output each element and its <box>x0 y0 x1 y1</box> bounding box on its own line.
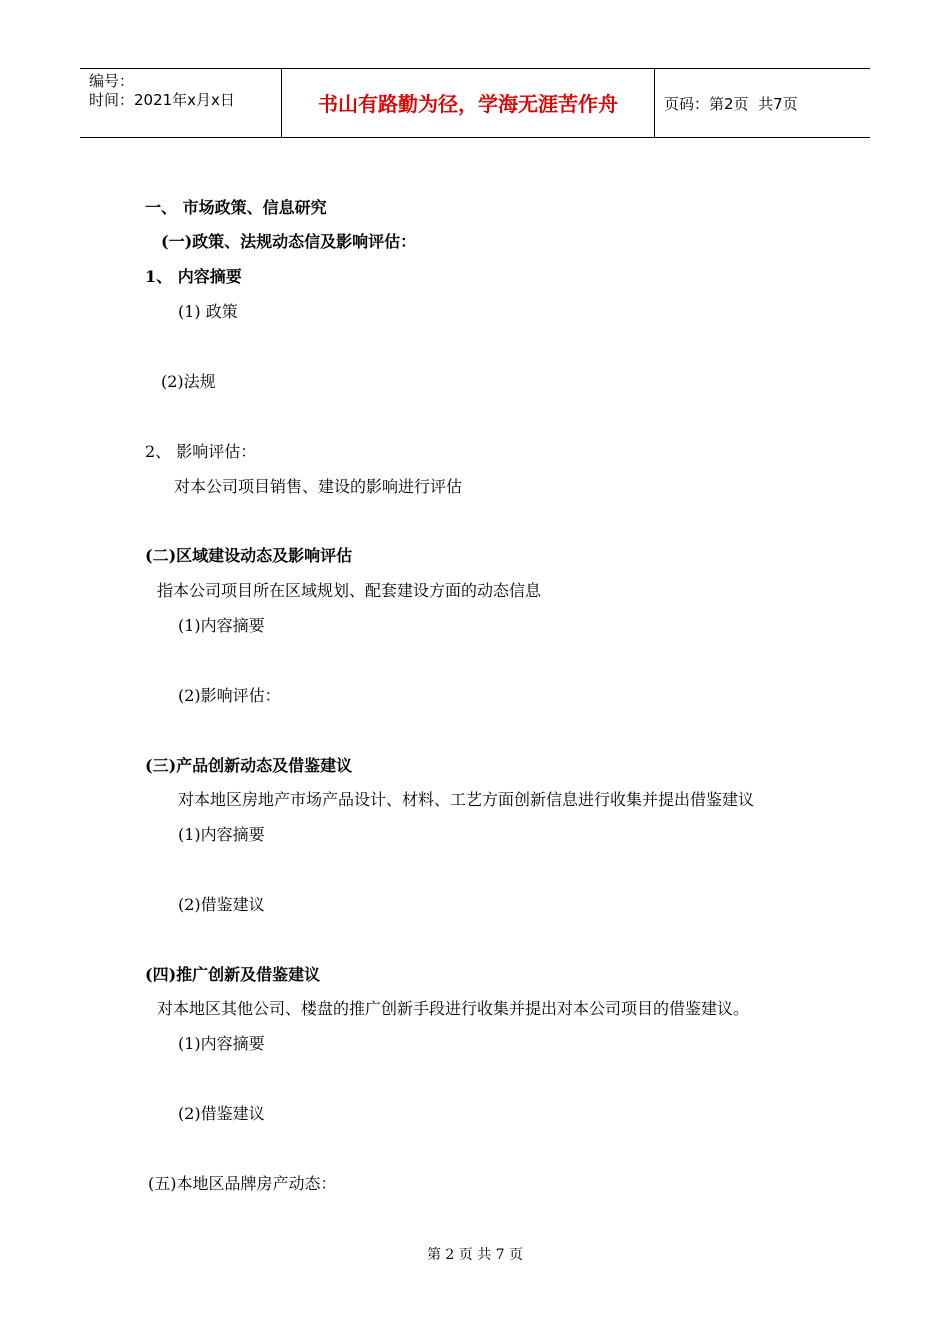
sub1-title: (一)政策、法规动态信及影响评估： <box>161 232 417 251</box>
number-label: 编号： <box>89 72 135 90</box>
sub3-title: (三)产品创新动态及借鉴建议 <box>145 756 353 775</box>
sub4-item2: (2)借鉴建议 <box>178 1104 265 1123</box>
sub4-item1: (1)内容摘要 <box>178 1034 265 1053</box>
sub2-item1: (1)内容摘要 <box>178 616 265 635</box>
sub5-title: (五)本地区品牌房产动态： <box>148 1174 337 1193</box>
sub4-title: (四)推广创新及借鉴建议 <box>145 965 321 984</box>
sub2-item2: (2)影响评估： <box>178 686 281 705</box>
item1-law: (2)法规 <box>161 372 216 391</box>
sub3-desc: 对本地区房地产市场产品设计、材料、工艺方面创新信息进行收集并提出借鉴建议 <box>178 790 755 809</box>
document-header <box>80 68 870 138</box>
sub2-title: (二)区域建设动态及影响评估 <box>145 546 353 565</box>
motto: 书山有路勤为径，学海无涯苦作舟 <box>318 92 618 116</box>
sub3-item2: (2)借鉴建议 <box>178 895 265 914</box>
sub4-desc: 对本地区其他公司、楼盘的推广创新手段进行收集并提出对本公司项目的借鉴建议。 <box>157 999 750 1018</box>
time-label: 时间：2021年x月x日 <box>89 91 235 109</box>
item2-desc: 对本公司项目销售、建设的影响进行评估 <box>174 477 463 496</box>
header-motto-cell <box>282 69 655 137</box>
section1-title: 一、 市场政策、信息研究 <box>145 198 327 217</box>
sub3-item1: (1)内容摘要 <box>178 825 265 844</box>
item1-policy: (1) 政策 <box>178 302 238 321</box>
header-page-cell <box>655 69 870 137</box>
sub2-desc: 指本公司项目所在区域规划、配套建设方面的动态信息 <box>157 581 542 600</box>
header-info-cell <box>80 69 282 137</box>
item2-title: 2、 影响评估： <box>145 442 257 461</box>
page-footer: 第 2 页 共 7 页 <box>426 1247 524 1263</box>
item1-title: 1、 内容摘要 <box>145 267 242 286</box>
page-label: 页码：第2页 共7页 <box>664 95 798 113</box>
